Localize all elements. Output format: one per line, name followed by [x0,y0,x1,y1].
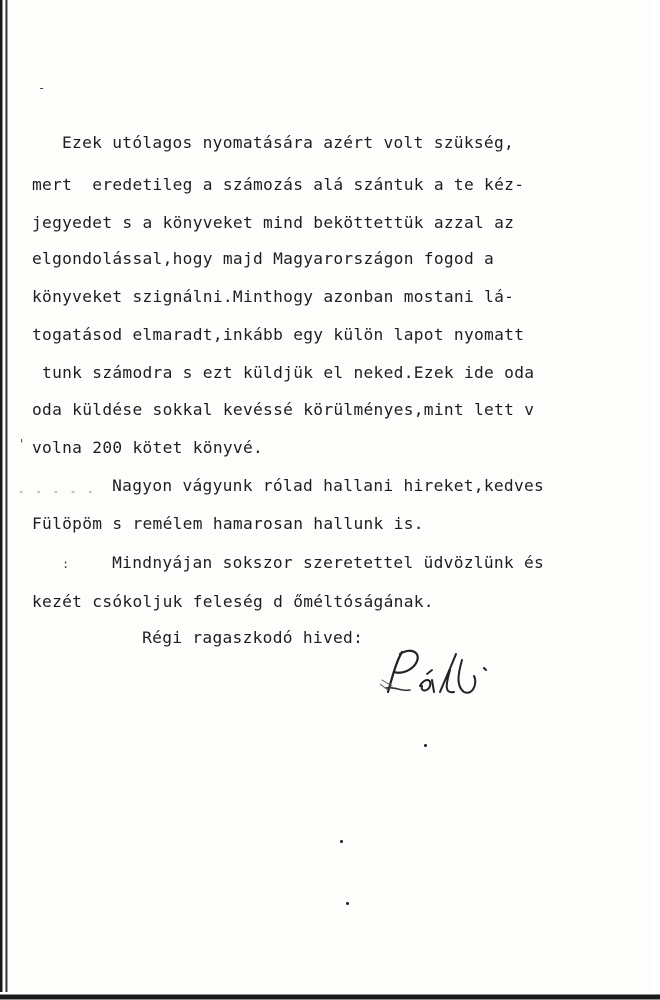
letter-line-2: mert eredetileg a számozás alá szántuk a te kéz- [32,175,525,194]
margin-mark: : [62,557,70,571]
letter-line-5: könyveket szignálni.Minthogy azonban mostani lá- [32,287,515,306]
ink-dot [424,744,427,747]
letter-line-6: togatásod elmaradt,inkább egy külön lapot nyomatt [32,325,525,344]
letter-line-7: tunk számodra s ezt küldjük el neked.Ezek ide oda [32,363,535,382]
letter-line-9: volna 200 kötet könyvé. [32,438,264,457]
faint-dash-row: - - - - - [18,485,96,498]
handwritten-signature [380,640,520,710]
letter-line-11: Fülöpöm s remélem hamarosan hallunk is. [32,514,424,533]
ink-dot [340,840,343,843]
scan-right-margin [654,0,660,1000]
scan-bottom-border [0,992,660,1000]
letter-line-12: Mindnyájan sokszor szeretettel üdvözlünk és [82,553,545,572]
letter-line-10: Nagyon vágyunk rólad hallani hireket,kedves [82,476,545,495]
margin-mark: - [38,81,46,95]
ink-dot [346,902,349,905]
letter-line-3: jegyedet s a könyveket mind beköttettük azzal az [32,213,515,232]
letter-line-4: elgondolással,hogy majd Magyarországon fogod a [32,249,495,268]
margin-mark: ' [18,437,26,451]
letter-line-8: oda küldése sokkal kevéssé körülményes,mint lett v [32,400,535,419]
letter-line-1: Ezek utólagos nyomatására azért volt szükség, [62,133,515,152]
letter-line-13: kezét csókoljuk feleség d őméltóságának. [32,592,434,611]
letter-line-14: Régi ragaszkodó hived: [112,628,364,647]
scan-left-border [0,0,8,1000]
